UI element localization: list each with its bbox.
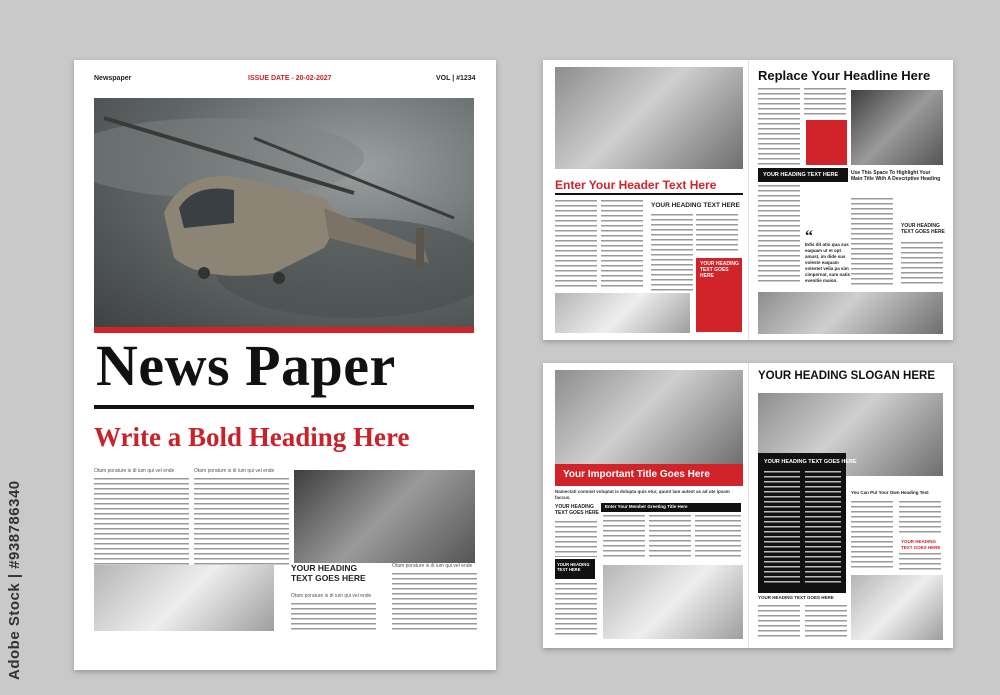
s1-col-h	[851, 198, 893, 288]
replace-headline: Replace Your Headline Here	[758, 68, 931, 83]
column-3-text: Otam porature is di ium qui vel ende	[291, 593, 376, 633]
s1-heading-text-here: YOUR HEADING TEXT HERE	[651, 202, 740, 209]
s2-member-heading: Enter Your Member Greeting Title Here	[605, 504, 688, 509]
s2-own-heading: You Can Put Your Own Heading Text	[851, 490, 929, 495]
s2-col-e	[695, 515, 741, 560]
s2-panel-lines	[764, 471, 800, 586]
s1-col-a	[555, 200, 597, 290]
stock-id: Adobe Stock | #938786340	[6, 480, 23, 680]
cover-title: News Paper	[96, 333, 396, 398]
s2-col-f	[851, 501, 893, 571]
column-2-text: Otam porature is di ium qui vel ende	[194, 468, 289, 566]
s2-black-box-heading: YOUR HEADING TEXT HERE	[557, 562, 590, 572]
s1-quote: Edis dit atio qua sus eaquam ut et opt amust, im dide sus voleste eaquam volestet velia pa sim cimpernat, sum natis evenitie maion.	[805, 242, 851, 283]
issue-date: ISSUE DATE - 20-02-2027	[248, 75, 332, 82]
s1-red-box-heading: YOUR HEADING TEXT GOES HERE	[700, 261, 739, 279]
meeting-photo	[758, 292, 943, 334]
s2-heading-left: YOUR HEADING TEXT GOES HERE	[555, 504, 599, 516]
s2-col-h	[899, 553, 941, 573]
s1-col-d	[696, 214, 738, 254]
s1-heading-goes-right: YOUR HEADING TEXT GOES HERE	[901, 223, 945, 235]
s2-col-j	[805, 605, 847, 639]
laptop-woman-photo	[851, 575, 943, 640]
s2-lead-text: Namectati comnist voluptat is dolupta quis etur, quunt lam autest as ad ute ipsam faccus.	[555, 489, 730, 500]
s2-col-a	[555, 521, 597, 557]
s1-sidebar-note: Use This Space To Highlight Your Main Title With A Descriptive Heading	[851, 170, 941, 182]
s2-col-c	[603, 515, 645, 560]
column-1-text: Otam porature is di ium qui vel ende	[94, 468, 189, 566]
header-text-title: Enter Your Header Text Here	[555, 178, 717, 192]
s1-col-f	[804, 88, 846, 118]
s1-col-b	[601, 200, 643, 290]
s1-col-c	[651, 214, 693, 294]
quote-mark-icon: “	[805, 228, 813, 245]
header-rule	[555, 193, 743, 195]
spread-top-fold	[748, 60, 749, 340]
s2-col-b	[555, 583, 597, 638]
office-photo	[555, 370, 743, 465]
city-photo	[294, 470, 475, 563]
city-skyline-photo	[851, 90, 943, 165]
helicopter-photo	[94, 98, 474, 327]
s2-bottom-heading: YOUR HEADING TEXT GOES HERE	[758, 595, 834, 600]
chart-photo	[94, 565, 274, 631]
s2-panel-heading: YOUR HEADING TEXT GOES HERE	[764, 459, 857, 465]
bold-heading: Write a Bold Heading Here	[94, 422, 410, 452]
s1-col-i	[901, 242, 943, 286]
spread-bottom	[543, 363, 953, 648]
s2-red-heading: YOUR HEADING TEXT GOES HERE	[901, 539, 941, 550]
volume-number: VOL | #1234	[436, 75, 476, 82]
s2-col-g	[899, 501, 941, 536]
title-rule	[94, 405, 474, 409]
column-4-text: Otam porature is di ium qui vel ende	[392, 563, 477, 633]
brand-label: Newspaper	[94, 75, 132, 82]
s2-col-d	[649, 515, 691, 560]
s1-red-panel	[806, 120, 847, 165]
s2-col-i	[758, 605, 800, 639]
side-heading: YOUR HEADING TEXT GOES HERE	[291, 563, 366, 583]
s2-panel-lines-2	[805, 471, 841, 586]
s1-heading-right: YOUR HEADING TEXT HERE	[763, 172, 839, 178]
heading-slogan: YOUR HEADING SLOGAN HERE	[758, 370, 935, 382]
desk-photo	[555, 293, 690, 333]
cover-page	[74, 60, 496, 670]
important-title: Your Important Title Goes Here	[563, 469, 710, 480]
spread-top	[543, 60, 953, 340]
s1-col-e	[758, 88, 800, 168]
group-cheer-photo	[603, 565, 743, 639]
spread-bottom-fold	[748, 363, 749, 648]
hero-image	[94, 98, 474, 327]
s1-col-g	[758, 185, 800, 285]
team-celebration-photo	[555, 67, 743, 169]
